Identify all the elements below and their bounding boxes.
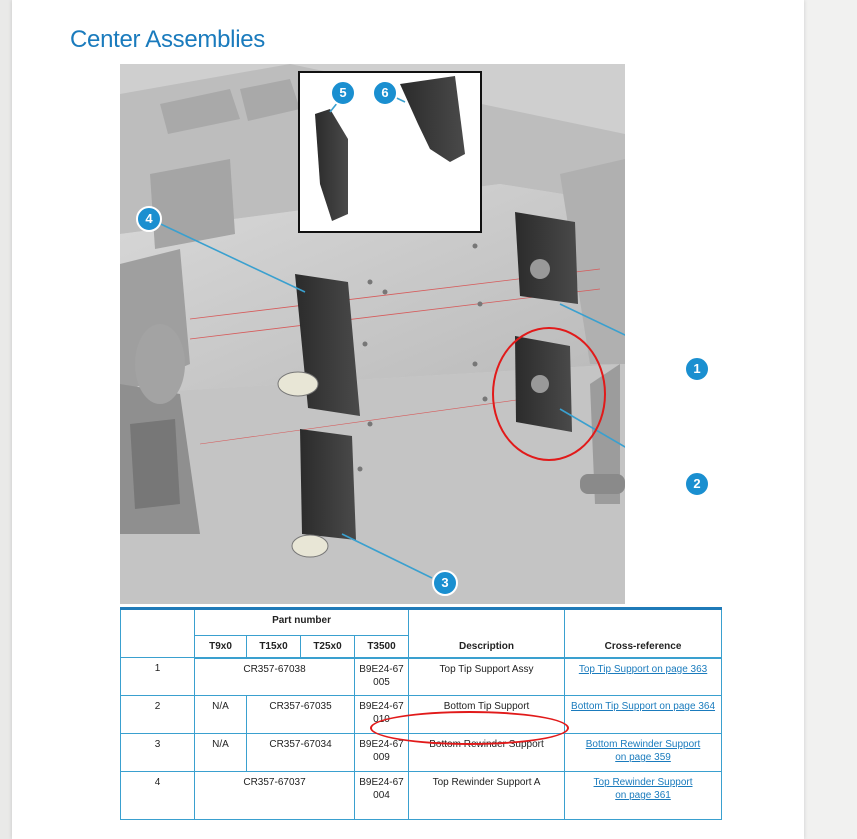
cross-reference-link[interactable]: Bottom Tip Support on page 364 xyxy=(571,701,716,712)
row-index: 2 xyxy=(121,696,195,734)
t3500-line-2: 010 xyxy=(373,714,390,725)
t3500-part-number xyxy=(355,772,409,820)
t3500-part-number xyxy=(355,658,409,696)
viewer-right-gutter xyxy=(804,0,857,839)
t3500-line-2: 009 xyxy=(373,752,390,763)
row-index: 1 xyxy=(121,658,195,696)
t3500-part-number xyxy=(355,696,409,734)
column-header-t15x0: T15x0 xyxy=(247,636,301,658)
xref-line-1: Top Rewinder Support xyxy=(593,777,693,788)
row-cross-reference xyxy=(565,734,722,772)
t3500-part-number xyxy=(355,734,409,772)
row-cross-reference xyxy=(565,772,722,820)
row-description: Top Tip Support Assy xyxy=(409,658,565,696)
table-row xyxy=(121,734,722,772)
shared-part-number: CR357-67038 xyxy=(195,658,355,696)
t3500-line-2: 005 xyxy=(373,676,390,688)
cross-reference-link[interactable]: Top Tip Support on page 363 xyxy=(578,663,708,675)
t15-t25-part-number: CR357-67035 xyxy=(247,696,355,734)
description-header: Description xyxy=(409,609,565,658)
index-header xyxy=(121,609,195,658)
part-1-shape xyxy=(515,212,578,304)
t3500-line-2: 004 xyxy=(373,790,390,801)
cross-reference-link[interactable] xyxy=(586,739,701,763)
t3500-line-1: B9E24-67 xyxy=(359,663,404,675)
t9x0-part-number: N/A xyxy=(195,734,247,772)
table-header-row xyxy=(121,609,722,636)
t15-t25-part-number: CR357-67034 xyxy=(247,734,355,772)
callout-badge-3: 3 xyxy=(432,570,458,596)
t3500-line-1: B9E24-67 xyxy=(359,701,404,712)
row-cross-reference xyxy=(565,696,722,734)
t3500-line-1: B9E24-67 xyxy=(359,739,404,750)
row-description: Bottom Rewinder Support xyxy=(409,734,565,772)
part-number-header: Part number xyxy=(195,609,409,636)
column-header-t9x0: T9x0 xyxy=(195,636,247,658)
xref-line-2: on page 361 xyxy=(615,790,671,801)
xref-line-1: Bottom Rewinder Support xyxy=(585,739,701,750)
row-cross-reference xyxy=(565,658,722,696)
highlight-circle-part-2 xyxy=(492,327,606,461)
table-row xyxy=(121,658,722,696)
xref-line-2: on page 359 xyxy=(615,752,671,763)
page-title: Center Assemblies xyxy=(70,26,265,53)
row-description: Top Rewinder Support A xyxy=(409,772,565,820)
table-row xyxy=(121,696,722,734)
column-header-t3500: T3500 xyxy=(355,636,409,658)
callout-badge-5: 5 xyxy=(330,80,356,106)
callout-badge-6: 6 xyxy=(372,80,398,106)
cross-reference-link[interactable] xyxy=(594,777,693,801)
table-row xyxy=(121,772,722,820)
row-index: 4 xyxy=(121,772,195,820)
parts-table xyxy=(120,607,722,820)
cross-reference-header: Cross-reference xyxy=(565,609,722,658)
row-index: 3 xyxy=(121,734,195,772)
callout-badge-2: 2 xyxy=(684,471,710,497)
column-header-t25x0: T25x0 xyxy=(301,636,355,658)
row-description: Bottom Tip Support xyxy=(409,696,565,734)
callout-badge-1: 1 xyxy=(684,356,710,382)
shared-part-number: CR357-67037 xyxy=(195,772,355,820)
t9x0-part-number: N/A xyxy=(195,696,247,734)
viewer-left-gutter xyxy=(0,0,12,839)
callout-badge-4: 4 xyxy=(136,206,162,232)
t3500-line-1: B9E24-67 xyxy=(359,777,404,788)
